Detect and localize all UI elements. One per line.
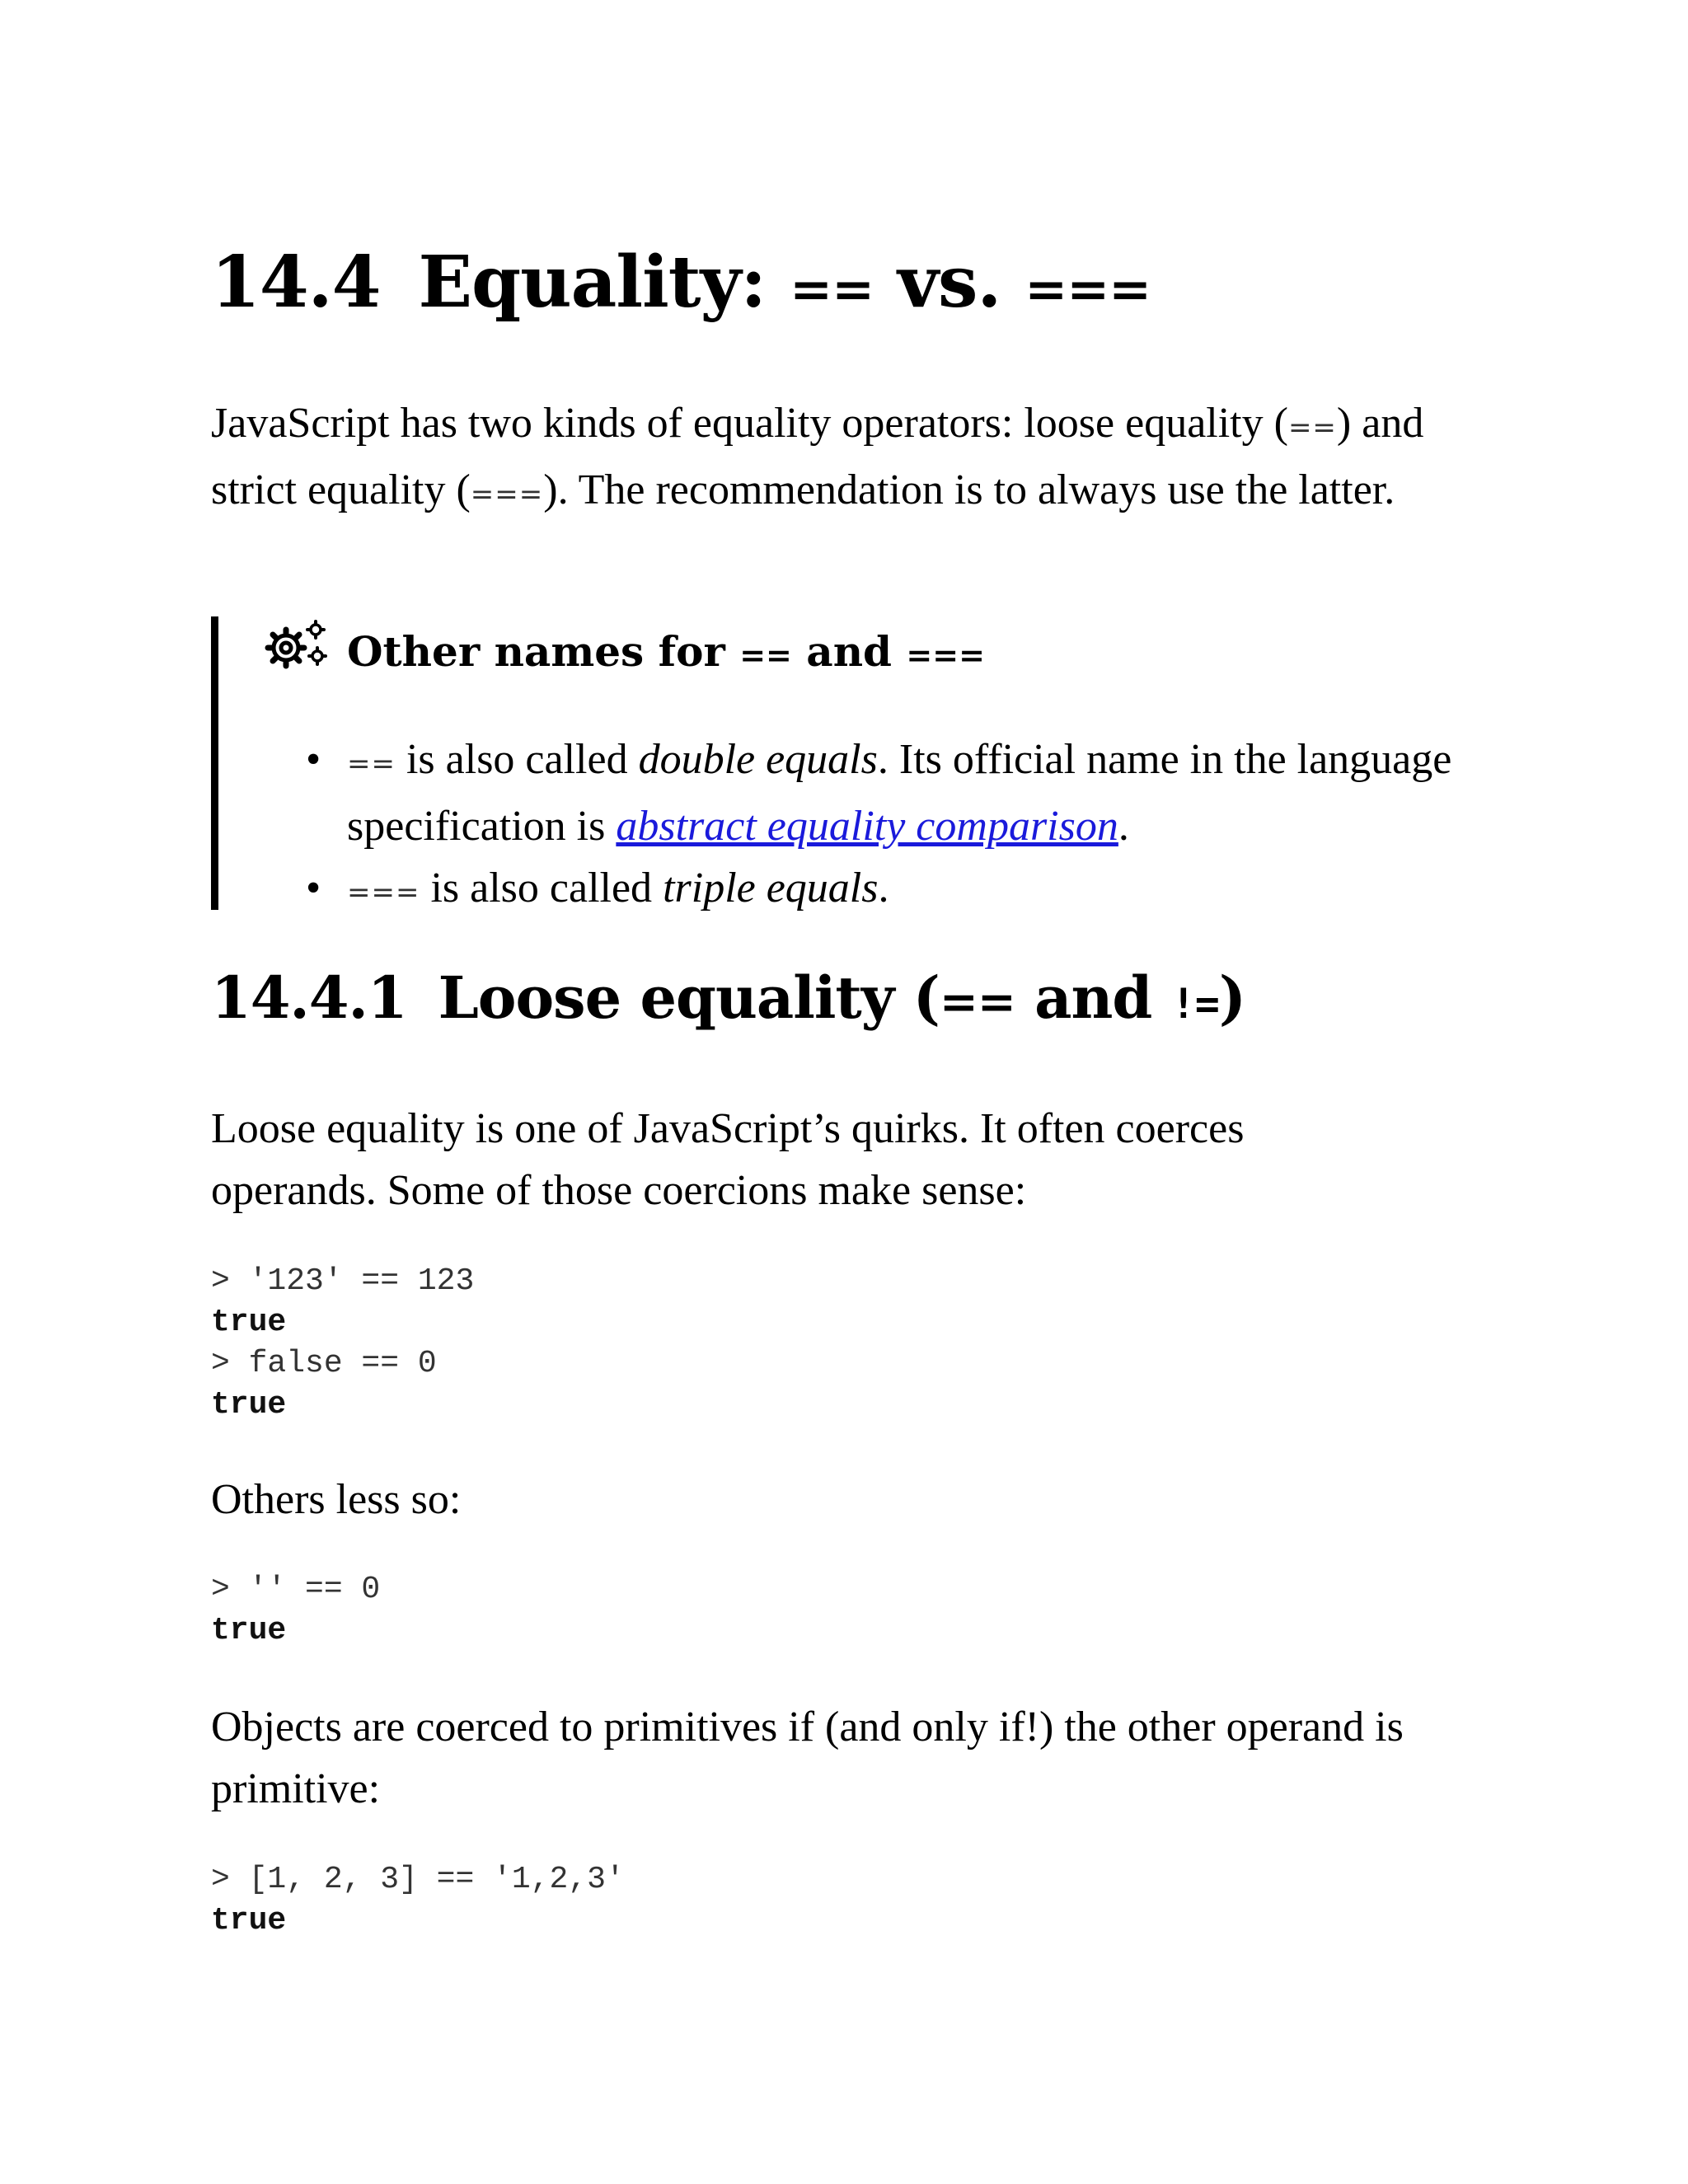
list-text: . Its official name in the language specification is — [347, 736, 1452, 850]
bullet: • — [306, 865, 321, 912]
code-line: > [1, 2, 3] == '1,2,3' — [211, 1862, 625, 1897]
code-block — [211, 1261, 474, 1426]
emphasis: double equals — [638, 736, 878, 783]
code-block — [211, 1859, 625, 1942]
list-text: . — [1118, 803, 1129, 850]
section-heading — [211, 241, 1151, 324]
code-line: > '' == 0 — [211, 1572, 381, 1607]
list-item — [306, 729, 1460, 857]
callout-title-code: === — [906, 636, 985, 673]
code-output: true — [211, 1387, 287, 1422]
section-title-mid: vs. — [874, 241, 1025, 324]
subsection-heading — [211, 963, 1246, 1032]
subsection-title: and — [1015, 963, 1171, 1032]
callout-list — [306, 729, 1460, 924]
inline-code: == — [347, 748, 396, 780]
subsection-title: ) — [1218, 963, 1246, 1032]
gears-icon — [265, 620, 327, 674]
paragraph: Loose equality is one of JavaScript’s quirks. It often coerces operands. Some of those coercions make sense: — [211, 1105, 1245, 1214]
callout-title-code: == — [739, 636, 792, 673]
code-output: true — [211, 1613, 287, 1648]
bullet: • — [306, 736, 321, 783]
paragraph: Others less so: — [211, 1476, 462, 1523]
paragraph: Objects are coerced to primitives if (and only if!) the other operand is primitive: — [211, 1704, 1404, 1812]
callout-title-text: Other names for — [347, 627, 740, 676]
emphasis: triple equals — [663, 865, 879, 912]
callout-title — [347, 627, 985, 676]
code-line: > false == 0 — [211, 1346, 437, 1381]
inline-code: == — [1287, 411, 1337, 444]
intro-text: ). The recommendation is to always use the latter. — [543, 466, 1395, 513]
section-title-code: === — [1025, 259, 1151, 319]
subsection-number: 14.4.1 — [211, 963, 407, 1032]
section-title-code: == — [790, 259, 874, 319]
inline-code: === — [347, 876, 420, 909]
section-number: 14.4 — [211, 241, 381, 324]
callout-title-text: and — [791, 627, 907, 676]
list-text: is also called — [395, 736, 639, 783]
subsection-title: Loose equality ( — [438, 963, 940, 1032]
intro-text: JavaScript has two kinds of equality operators: loose equality ( — [211, 400, 1288, 447]
inline-code: === — [470, 478, 544, 511]
code-line: > '123' == 123 — [211, 1263, 475, 1299]
callout-box — [211, 616, 1504, 910]
subsection-title-code: == — [939, 975, 1015, 1029]
list-text: . — [878, 865, 889, 912]
section-title: Equality: — [418, 241, 790, 324]
subsection-title-code: != — [1170, 980, 1219, 1028]
intro-text: ) and strict equality ( — [211, 400, 1424, 513]
code-output: true — [211, 1305, 287, 1340]
intro-paragraph — [211, 392, 1497, 526]
list-item — [306, 857, 1460, 924]
code-output: true — [211, 1903, 287, 1938]
list-text: is also called — [420, 865, 663, 912]
code-block — [211, 1569, 380, 1652]
spec-link[interactable]: abstract equality comparison — [616, 803, 1118, 850]
